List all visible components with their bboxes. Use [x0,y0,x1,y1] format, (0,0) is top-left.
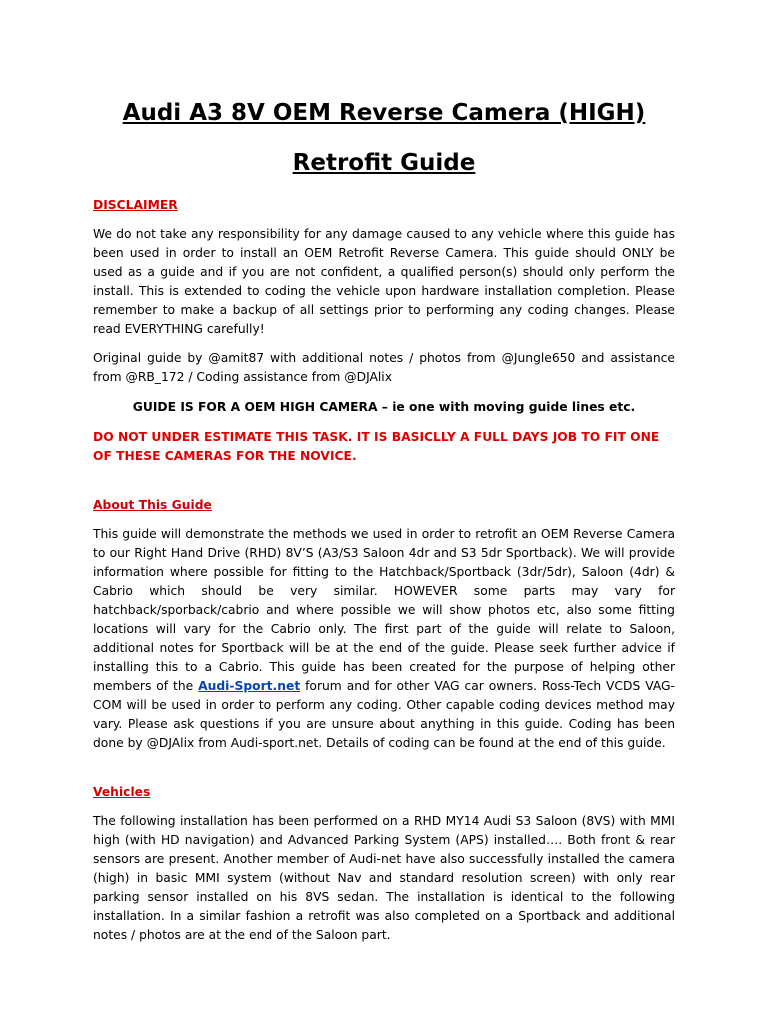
warning-text: DO NOT UNDER ESTIMATE THIS TASK. IT IS BASICLLY A FULL DAYS JOB TO FIT ONE OF THESE CAMERAS FOR THE NOVICE. [93,430,660,463]
title-line-1: Audi A3 8V OEM Reverse Camera (HIGH) [122,100,646,126]
about-text-end: forum and for other VAG car owners. Ross-Tech VCDS VAG-COM will be used in order to perform any coding. Other capable coding devices method may vary. Please ask questions if you are unsure about anything in this guide. Coding has been done by @DJAlix from Audi-sport.net. Details of coding can be found at the end of this guide. [93,679,675,750]
vehicles-heading: Vehicles [93,785,151,799]
credits-paragraph: Original guide by @amit87 with additional notes / photos from @Jungle650 and assistance from @RB_172 / Coding assistance from @DJAlix [93,351,675,384]
audi-sport-link[interactable]: Audi-Sport.net [198,679,301,693]
disclaimer-heading: DISCLAIMER [93,198,178,212]
document-page [93,88,675,945]
title-line-2: Retrofit Guide [292,150,476,176]
vehicles-paragraph: The following installation has been performed on a RHD MY14 Audi S3 Saloon (8VS) with MMI high (with HD navigation) and Advanced Parking System (APS) installed…. Both front & rear sensors are present. Another member of Audi-net have also successfully installed the camera (high) in basic MMI system (without Nav and standard resolution screen) with only rear parking sensor installed on his 8VS sedan. The installation is identical to the following installation. In a similar fashion a retrofit was also completed on a Sportback and additional notes / photos are at the end of the Saloon part. [93,814,675,942]
disclaimer-paragraph: We do not take any responsibility for any damage caused to any vehicle where this guide has been used in order to install an OEM Retrofit Reverse Camera. This guide should ONLY be used as a guide and if you are not confident, a qualified person(s) should only perform the install. This is extended to coding the vehicle upon hardware installation completion. Please remember to make a backup of all settings prior to performing any coding changes. Please read EVERYTHING carefully! [93,227,675,336]
about-text-start: This guide will demonstrate the methods we used in order to retrofit an OEM Reverse Camera to our Right Hand Drive (RHD) 8V’S (A3/S3 Saloon 4dr and S3 5dr Sportback). We will provide information where possible for fitting to the Hatchback/Sportback (3dr/5dr), Saloon (4dr) & Cabrio which should be very similar. HOWEVER some parts may vary for hatchback/sporback/cabrio and where possible we will show photos etc, also some fitting locations will vary for the Cabrio only. The first part of the guide will relate to Saloon, additional notes for Sportback will be at the end of the guide. Please seek further advice if installing this to a Cabrio. This guide has been created for the purpose of helping other members of the [93,527,675,693]
about-heading: About This Guide [93,498,212,512]
high-camera-note: GUIDE IS FOR A OEM HIGH CAMERA – ie one with moving guide lines etc. [132,400,636,414]
page-title [93,88,675,188]
about-paragraph [93,525,675,753]
